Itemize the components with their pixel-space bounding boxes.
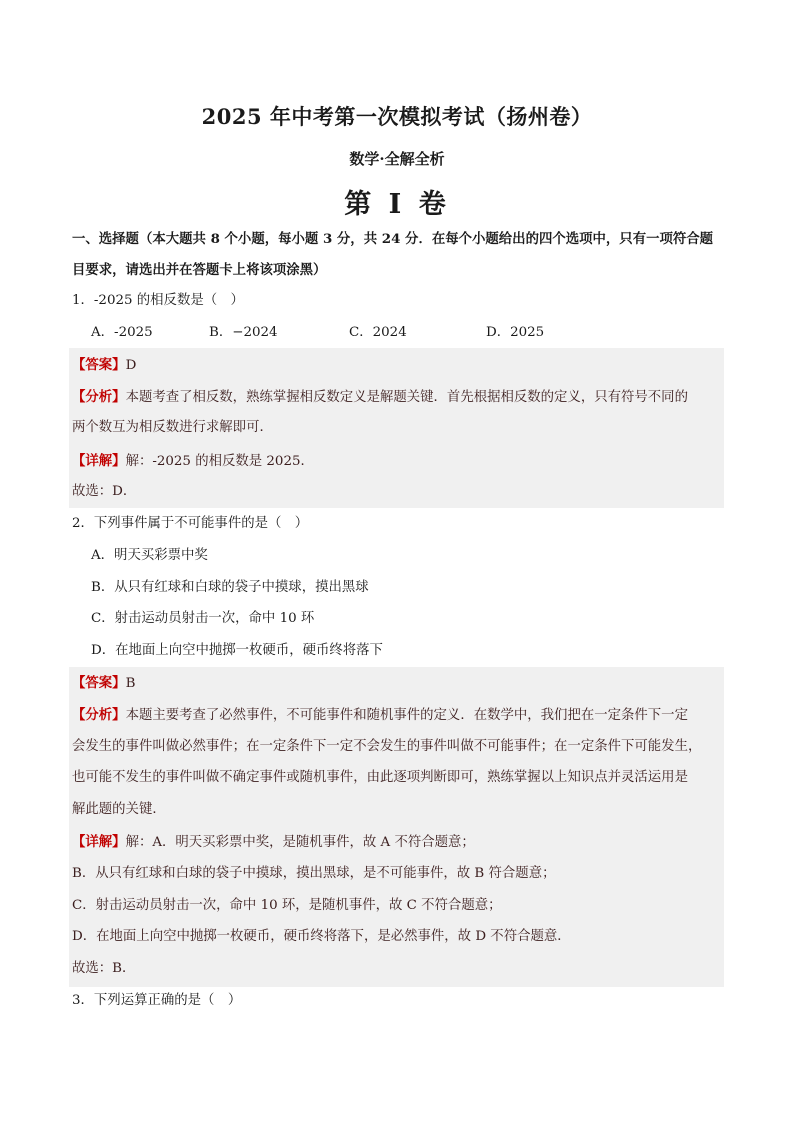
q2-option-b: B．从只有红球和白球的袋子中摸球，摸出黑球: [91, 580, 369, 595]
q2-detail-line-3: C．射击运动员射击一次，命中 10 环，是随机事件，故 C 不符合题意；: [72, 898, 502, 913]
q1-analysis-line-1: 【分析】本题考查了相反数，熟练掌握相反数定义是解题关键．首先根据相反数的定义，只有符号不同的: [72, 389, 688, 405]
q2-detail-tag: 【详解】: [72, 834, 126, 850]
q1-detail-tag: 【详解】: [72, 453, 126, 469]
q1-option-b: B．−2024: [209, 325, 278, 340]
q1-option-a: A．-2025: [91, 325, 153, 340]
q2-analysis-line-4: 解此题的关键．: [72, 802, 166, 817]
q1-detail: 【详解】解：-2025 的相反数是 2025．: [72, 453, 314, 469]
q1-choice: 故选：D．: [72, 484, 137, 499]
q1-option-c: C．2024: [349, 325, 407, 340]
q2-analysis-line-3: 也可能不发生的事件叫做不确定事件或随机事件，由此逐项判断即可，熟练掌握以上知识点并灵活运用是: [72, 770, 688, 785]
q2-choice: 故选：B．: [72, 961, 136, 976]
q2-analysis-line-2: 会发生的事件叫做必然事件；在一定条件下一定不会发生的事件叫做不可能事件；在一定条件下可能发生，: [72, 739, 702, 754]
q1-answer: [72, 355, 136, 376]
q2-option-d: D．在地面上向空中抛掷一枚硬币，硬币终将落下: [91, 643, 383, 658]
q1-analysis-tag: 【分析】: [72, 389, 126, 405]
q2-detail-line-4: D．在地面上向空中抛掷一枚硬币，硬币终将落下，是必然事件，故 D 不符合题意．: [72, 929, 571, 944]
q2-answer: [72, 673, 135, 694]
q1-option-d: D．2025: [486, 325, 545, 340]
page-title: 2025 年中考第一次模拟考试（扬州卷）: [201, 104, 593, 129]
q2-detail-line-1: 【详解】解：A．明天买彩票中奖，是随机事件，故 A 不符合题意；: [72, 834, 475, 850]
q2-stem: 2．下列事件属于不可能事件的是（ ）: [72, 516, 309, 531]
q2-option-c: C．射击运动员射击一次，命中 10 环: [91, 611, 315, 626]
q2-answer-tag: 【答案】: [72, 675, 126, 691]
q2-answer-value: B: [125, 676, 136, 691]
q2-analysis-line-1: 【分析】本题主要考查了必然事件，不可能事件和随机事件的定义．在数学中，我们把在一定条件下一定: [72, 707, 688, 723]
q3-stem: 3．下列运算正确的是（ ）: [72, 993, 242, 1008]
q1-stem: 1．-2025 的相反数是（ ）: [72, 293, 244, 308]
q1-answer-value: D: [125, 358, 137, 373]
page-subtitle: 数学·全解全析: [349, 150, 445, 168]
q2-detail-line-2: B．从只有红球和白球的袋子中摸球，摸出黑球，是不可能事件，故 B 符合题意；: [72, 866, 556, 881]
volume-heading: 第 I 卷: [344, 189, 450, 220]
section-heading-line-2: 目要求，请选出并在答题卡上将该项涂黑）: [72, 262, 327, 278]
q1-answer-tag: 【答案】: [72, 357, 126, 373]
q2-option-a: A．明天买彩票中奖: [91, 548, 208, 563]
q1-analysis-line-2: 两个数互为相反数进行求解即可．: [72, 420, 273, 435]
q2-analysis-tag: 【分析】: [72, 707, 126, 723]
section-heading-line-1: 一、选择题（本大题共 8 个小题，每小题 3 分，共 24 分．在每个小题给出的四个选项中，只有一项符合题: [72, 231, 714, 247]
